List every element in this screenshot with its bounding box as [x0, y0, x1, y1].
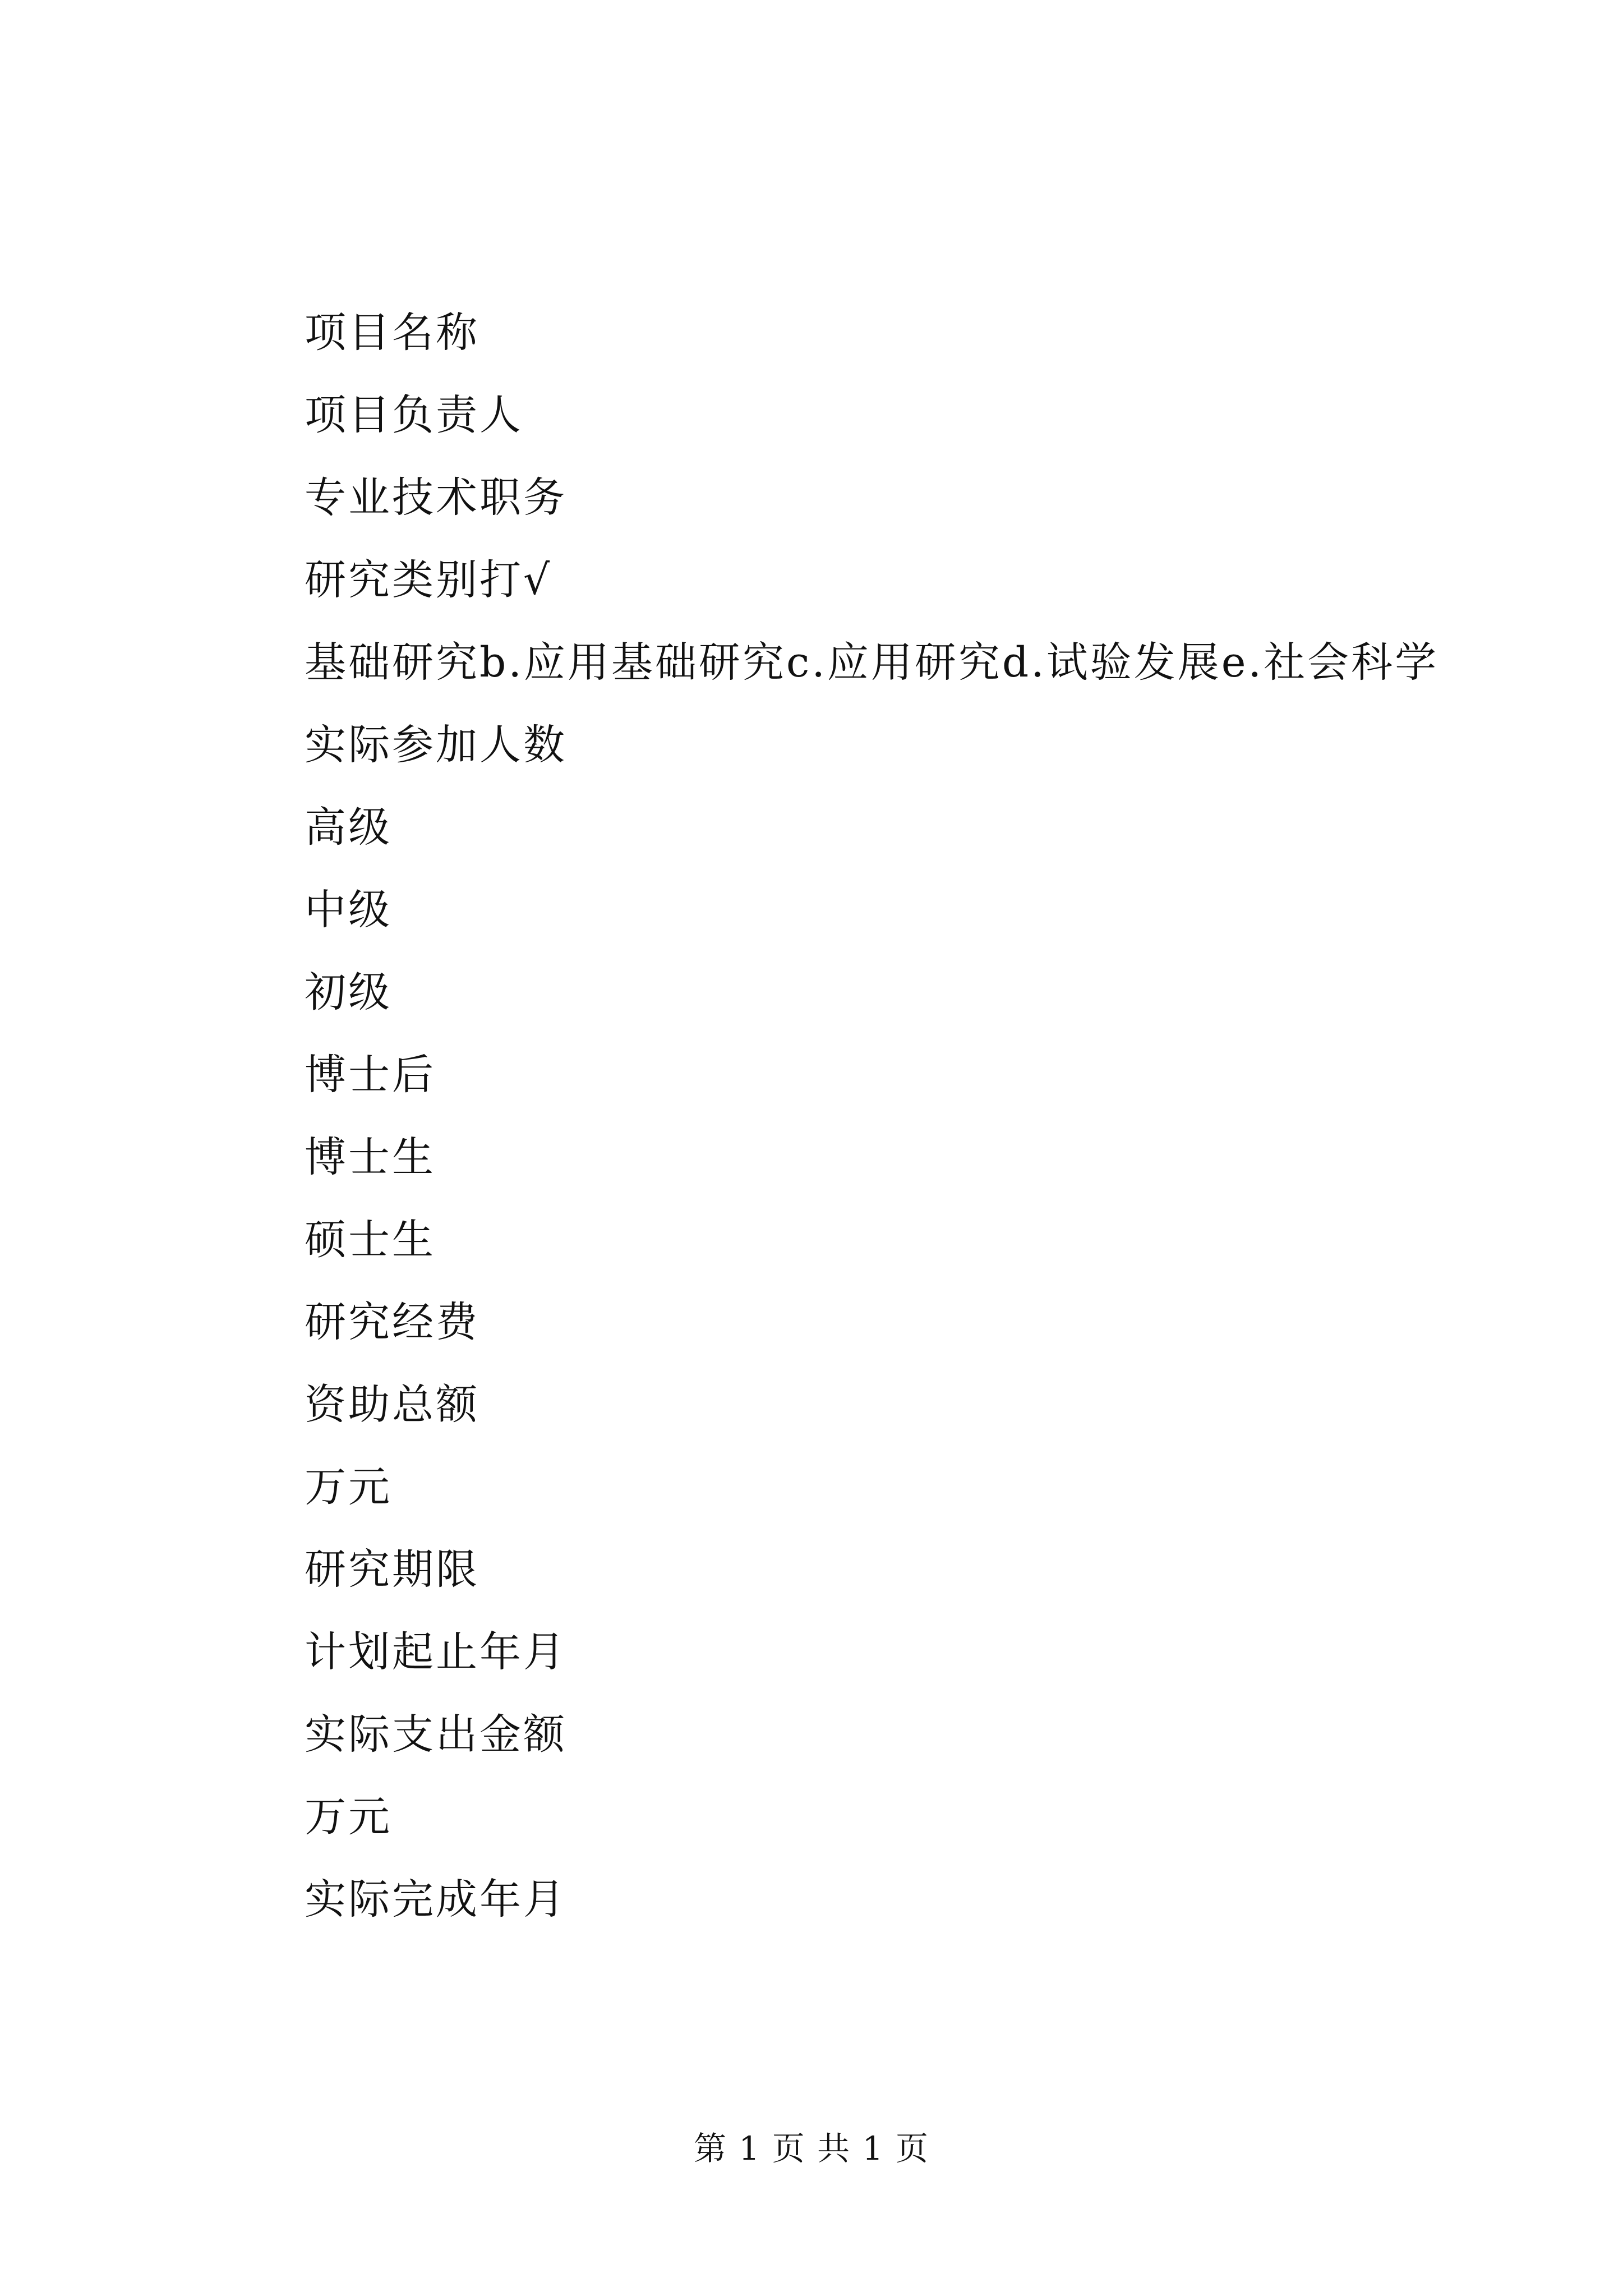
research-category-options: 基础研究b.应用基础研究c.应用研究d.试验发展e.社会科学	[305, 638, 1439, 687]
field-professional-title: 专业技术职务	[305, 473, 567, 522]
field-phd-student: 博士生	[305, 1133, 436, 1181]
field-postdoc: 博士后	[305, 1051, 436, 1099]
field-intermediate-level: 中级	[305, 886, 392, 934]
field-participant-count: 实际参加人数	[305, 721, 567, 769]
field-research-funding: 研究经费	[305, 1298, 479, 1346]
field-junior-level: 初级	[305, 968, 392, 1016]
field-actual-expenditure: 实际支出金额	[305, 1710, 567, 1759]
unit-ten-thousand-yuan: 万元	[305, 1793, 392, 1841]
field-actual-completion-date: 实际完成年月	[305, 1875, 567, 1924]
page-footer: 第 1 页 共 1 页	[694, 2129, 929, 2168]
field-research-category: 研究类别打√	[305, 556, 552, 604]
field-project-leader: 项目负责人	[305, 391, 523, 439]
field-masters-student: 硕士生	[305, 1216, 436, 1264]
field-planned-dates: 计划起止年月	[305, 1628, 567, 1676]
document-body	[222, 292, 1441, 1941]
field-total-grant: 资助总额	[305, 1381, 479, 1429]
field-project-name: 项目名称	[305, 309, 479, 357]
unit-ten-thousand-yuan: 万元	[305, 1463, 392, 1511]
field-senior-level: 高级	[305, 803, 392, 852]
field-research-period: 研究期限	[305, 1545, 479, 1594]
